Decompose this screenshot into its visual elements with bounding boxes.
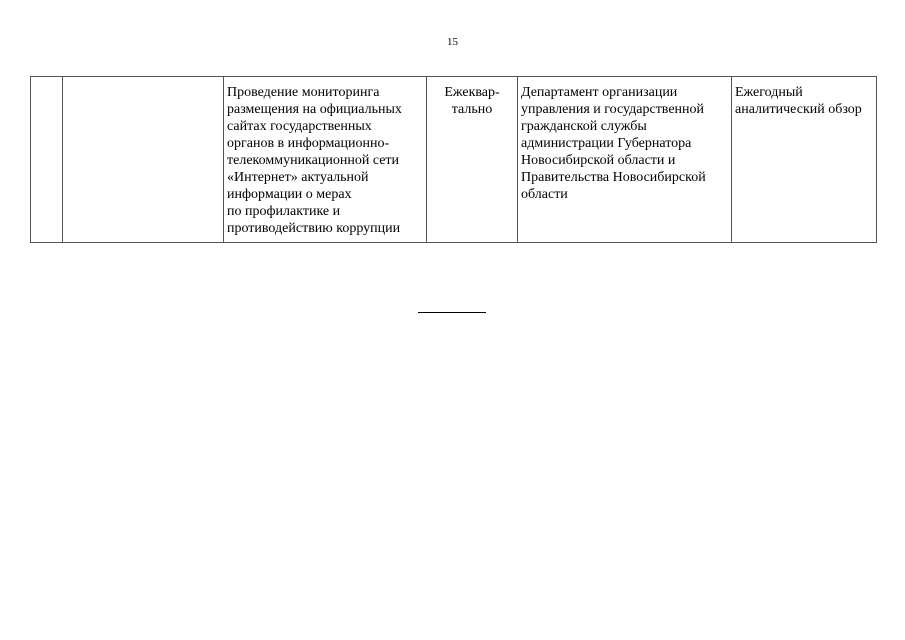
activity-line: размещения на официальных xyxy=(227,102,402,117)
result-line: Ежегодный xyxy=(735,85,803,100)
result-cell xyxy=(732,77,877,243)
activity-line: информации о мерах xyxy=(227,187,352,202)
closing-rule xyxy=(418,312,486,313)
measure-cell xyxy=(63,77,224,243)
table-row xyxy=(31,77,877,243)
responsible-line: администрации Губернатора xyxy=(521,136,692,151)
period-line: Ежеквар- xyxy=(444,85,500,100)
activity-line: телекоммуникационной сети xyxy=(227,153,400,168)
responsible-line: гражданской службы xyxy=(521,119,647,134)
responsible-line: управления и государственной xyxy=(521,102,705,117)
responsible-cell xyxy=(518,77,732,243)
page-number: 15 xyxy=(447,36,458,48)
activity-line: «Интернет» актуальной xyxy=(227,170,369,185)
activity-line: Проведение мониторинга xyxy=(227,85,380,100)
period-cell xyxy=(427,77,518,243)
responsible-line: Правительства Новосибирской xyxy=(521,170,706,185)
responsible-line: Департамент организации xyxy=(521,85,678,100)
row-number-cell xyxy=(31,77,63,243)
measures-table xyxy=(30,76,877,243)
responsible-line: области xyxy=(521,187,568,202)
result-line: аналитический обзор xyxy=(735,102,862,117)
activity-line: противодействию коррупции xyxy=(227,221,401,236)
activity-line: сайтах государственных xyxy=(227,119,372,134)
activity-line: по профилактике и xyxy=(227,204,341,219)
period-line: тально xyxy=(451,102,493,117)
activity-line: органов в информационно- xyxy=(227,136,390,151)
activity-cell xyxy=(224,77,427,243)
responsible-line: Новосибирской области и xyxy=(521,153,676,168)
